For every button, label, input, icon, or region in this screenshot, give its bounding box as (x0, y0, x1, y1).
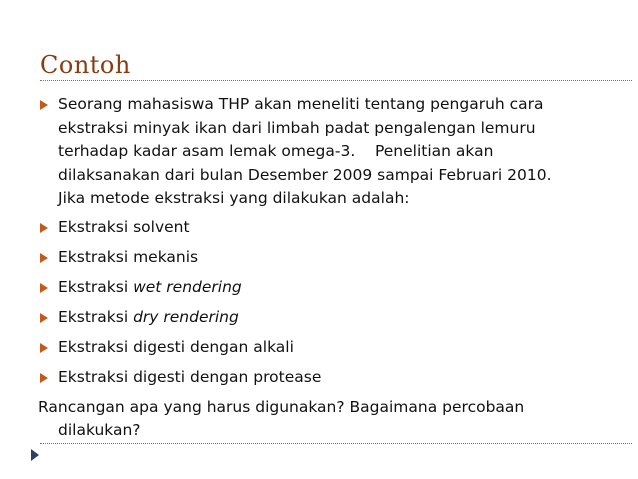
method-item-text: Ekstraksi digesti dengan alkali (58, 337, 294, 356)
triangle-bullet-icon (40, 373, 48, 383)
method-item (38, 366, 618, 390)
triangle-corner-icon (31, 449, 39, 461)
intro-bullet (38, 93, 618, 211)
method-item (38, 246, 618, 270)
method-item-text: Ekstraksi (58, 277, 134, 296)
slide-content (38, 93, 618, 443)
intro-line: Jika metode ekstraksi yang dilakukan adalah: (58, 189, 410, 207)
question-line: dilakukan? (58, 421, 141, 439)
title-divider (40, 80, 632, 81)
triangle-bullet-icon (40, 253, 48, 263)
method-item-emphasis: dry rendering (133, 307, 239, 326)
method-item-text: Ekstraksi digesti dengan protease (58, 367, 322, 386)
method-item-emphasis: wet rendering (133, 277, 242, 296)
method-item-text: Ekstraksi solvent (58, 217, 190, 236)
method-item (38, 276, 618, 300)
triangle-bullet-icon (40, 343, 48, 353)
intro-text (58, 93, 618, 211)
triangle-bullet-icon (40, 223, 48, 233)
intro-line: ekstraksi minyak ikan dari limbah padat pengalengan lemuru (58, 118, 536, 137)
triangle-bullet-icon (40, 100, 48, 110)
triangle-bullet-icon (40, 283, 48, 293)
triangle-bullet-icon (40, 313, 48, 323)
method-item (38, 306, 618, 330)
question-line: Rancangan apa yang harus digunakan? Bagaimana percobaan (38, 397, 525, 416)
method-item (38, 216, 618, 240)
intro-line: dilaksanakan dari bulan Desember 2009 sampai Februari 2010. (58, 165, 552, 184)
method-item-text: Ekstraksi (58, 307, 134, 326)
intro-line: terhadap kadar asam lemak omega-3. Penelitian akan (58, 142, 494, 160)
footer-divider (40, 443, 632, 444)
question-text (38, 396, 618, 443)
slide-title: Contoh (40, 51, 131, 79)
method-item (38, 336, 618, 360)
method-item-text: Ekstraksi mekanis (58, 247, 199, 266)
intro-line: Seorang mahasiswa THP akan meneliti tentang pengaruh cara (58, 95, 544, 113)
